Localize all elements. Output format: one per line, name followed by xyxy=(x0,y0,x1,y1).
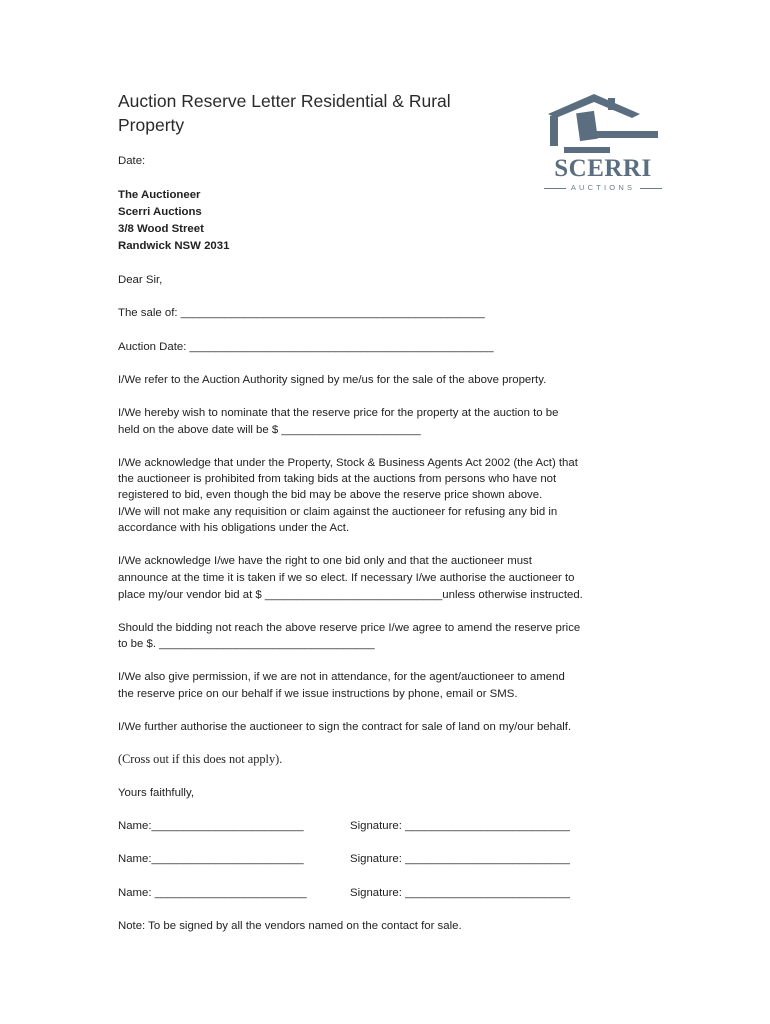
name-field: Name:________________________ xyxy=(118,853,304,865)
date-label: Date: xyxy=(118,155,146,167)
document-title: Auction Reserve Letter Residential & Rural Property xyxy=(118,91,451,135)
auction-date-field: Auction Date: ________________________________________________ xyxy=(118,341,494,353)
paragraph-bid-line: announce at the time it is taken if we so elect. If necessary I/we authorise the auctioneer to xyxy=(118,572,575,584)
paragraph-reserve-line: held on the above date will be $ ______________________ xyxy=(118,424,421,436)
paragraph-act-line: accordance with his obligations under the Act. xyxy=(118,522,350,534)
logo-wordmark: SCERRI xyxy=(554,155,652,182)
paragraph-bid-line: place my/our vendor bid at $ ____________________________unless otherwise instructed. xyxy=(118,589,583,601)
paragraph-permission-line: I/We also give permission, if we are not in attendance, for the agent/auctioneer to amend xyxy=(118,671,565,683)
paragraph-amend-line: to be $. __________________________________ xyxy=(118,638,375,650)
closing: Yours faithfully, xyxy=(118,787,194,799)
paragraph-reserve-line: I/We hereby wish to nominate that the reserve price for the property at the auction to be xyxy=(118,407,559,419)
footer-note: Note: To be signed by all the vendors named on the contact for sale. xyxy=(118,920,462,932)
paragraph-act-line: I/We will not make any requisition or claim against the auctioneer for refusing any bid in xyxy=(118,506,558,518)
paragraph-contract: I/We further authorise the auctioneer to sign the contract for sale of land on my/our behalf. xyxy=(118,721,572,733)
address-line: Randwick NSW 2031 xyxy=(118,240,230,252)
signature-field: Signature: __________________________ xyxy=(350,887,570,899)
signature-field: Signature: __________________________ xyxy=(350,853,570,865)
paragraph-act-line: the auctioneer is prohibited from taking bids at the auctions from persons who have not xyxy=(118,473,557,485)
scerri-logo xyxy=(542,92,664,196)
address-line: The Auctioneer xyxy=(118,189,201,201)
address-line: Scerri Auctions xyxy=(118,206,202,218)
address-line: 3/8 Wood Street xyxy=(118,223,204,235)
signature-field: Signature: __________________________ xyxy=(350,820,570,832)
house-gavel-icon xyxy=(542,92,664,154)
paragraph-bid-line: I/We acknowledge I/we have the right to one bid only and that the auctioneer must xyxy=(118,555,532,567)
paragraph-permission-line: the reserve price on our behalf if we issue instructions by phone, email or SMS. xyxy=(118,688,518,700)
paragraph-act-line: I/We acknowledge that under the Property, Stock & Business Agents Act 2002 (the Act) that xyxy=(118,457,578,469)
name-field: Name: ________________________ xyxy=(118,887,307,899)
salutation: Dear Sir, xyxy=(118,274,163,286)
paragraph-authority: I/We refer to the Auction Authority signed by me/us for the sale of the above property. xyxy=(118,374,547,386)
name-field: Name:________________________ xyxy=(118,820,304,832)
sale-of-field: The sale of: ________________________________________________ xyxy=(118,307,485,319)
cross-out-note: (Cross out if this does not apply). xyxy=(118,752,283,766)
logo-subtitle: AUCTIONS xyxy=(542,183,664,193)
paragraph-amend-line: Should the bidding not reach the above reserve price I/we agree to amend the reserve price xyxy=(118,622,581,634)
paragraph-act-line: registered to bid, even though the bid may be above the reserve price shown above. xyxy=(118,489,543,501)
